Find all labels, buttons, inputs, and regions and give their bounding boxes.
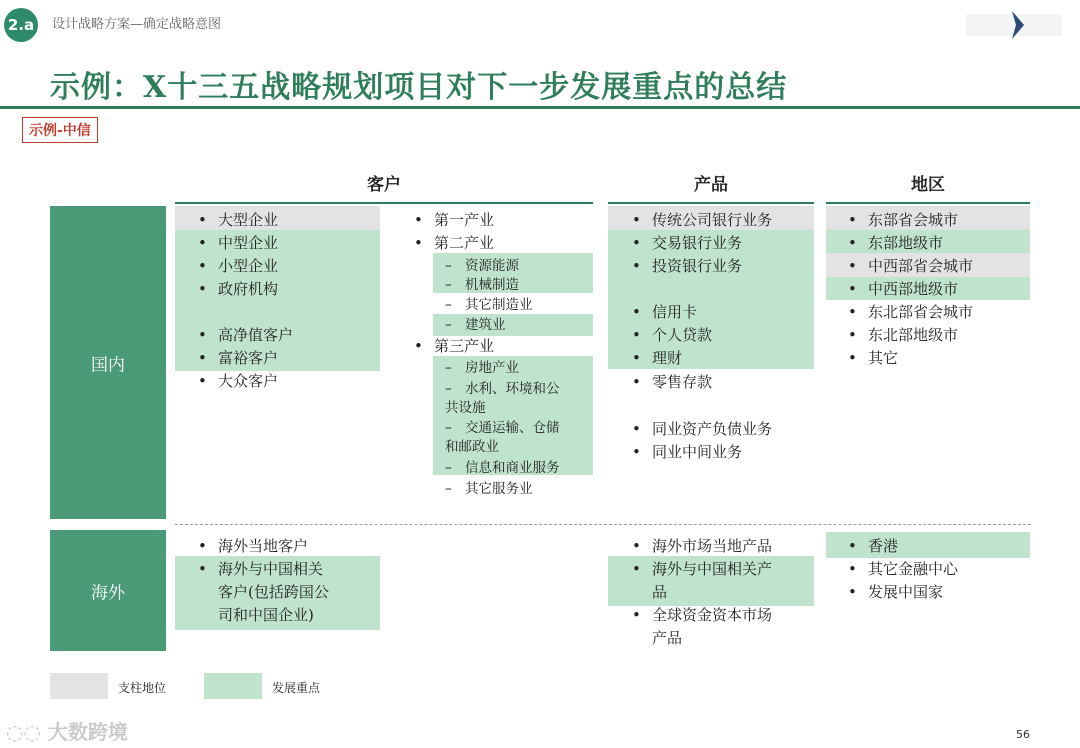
list-item: • 其它 — [868, 348, 898, 368]
list-item: • 海外与中国相关 — [218, 559, 323, 579]
list-item-continued: 司和中国企业) — [218, 606, 314, 624]
list-item: • 东北部地级市 — [868, 325, 958, 345]
list-item: • 海外市场当地产品 — [652, 536, 772, 556]
list-item: • 理财 — [652, 348, 682, 368]
list-item: • 传统公司银行业务 — [652, 210, 772, 230]
example-tag: 示例-中信 — [22, 117, 98, 143]
section-divider — [175, 524, 1031, 525]
list-subitem: – 水利、环境和公 — [465, 379, 560, 399]
list-item: • 信用卡 — [652, 302, 697, 322]
list-item: • 零售存款 — [652, 372, 712, 392]
list-item: • 大型企业 — [218, 210, 278, 230]
section-badge: 2.a — [4, 8, 38, 42]
column-rule-region — [826, 202, 1030, 204]
list-item-continued: 客户(包括跨国公 — [218, 583, 329, 601]
list-subitem: – 交通运输、仓储 — [465, 418, 560, 438]
list-item: • 中西部省会城市 — [868, 256, 973, 276]
page-number: 56 — [1016, 728, 1030, 741]
list-item: • 东部省会城市 — [868, 210, 958, 230]
list-item: • 交易银行业务 — [652, 233, 742, 253]
list-item-continued: 产品 — [652, 629, 683, 647]
list-item: • 其它金融中心 — [868, 559, 958, 579]
watermark-icon: ◌◌ — [6, 720, 48, 744]
list-subitem-continued: 共设施 — [445, 400, 486, 416]
list-item: • 同业中间业务 — [652, 442, 742, 462]
highlight-focus — [433, 314, 593, 336]
list-item: • 第一产业 — [434, 210, 494, 230]
list-item: • 全球资金资本市场 — [652, 605, 772, 625]
list-subitem: – 信息和商业服务 — [465, 458, 560, 478]
list-subitem: – 资源能源 — [465, 256, 519, 276]
list-item: • 个人贷款 — [652, 325, 712, 345]
column-rule-product — [608, 202, 814, 204]
list-item: • 富裕客户 — [218, 348, 278, 368]
column-header-region: 地区 — [911, 175, 945, 195]
title-divider — [0, 106, 1080, 109]
list-item: • 高净值客户 — [218, 325, 293, 345]
list-subitem: – 其它服务业 — [465, 479, 533, 499]
list-item: • 东部地级市 — [868, 233, 943, 253]
page-title: 示例：X十三五战略规划项目对下一步发展重点的总结 — [50, 70, 788, 105]
list-subitem-continued: 和邮政业 — [445, 439, 499, 455]
list-item: • 发展中国家 — [868, 582, 943, 602]
list-subitem: – 建筑业 — [465, 315, 506, 335]
list-subitem: – 机械制造 — [465, 275, 519, 295]
region-label-overseas: 海外 — [50, 530, 166, 651]
list-item: • 小型企业 — [218, 256, 278, 276]
list-subitem: – 其它制造业 — [465, 295, 533, 315]
list-item: • 政府机构 — [218, 279, 278, 299]
list-item: • 第三产业 — [434, 336, 494, 356]
watermark-text: 大数跨境 — [47, 720, 128, 744]
list-item: • 香港 — [868, 536, 898, 556]
list-item: • 海外与中国相关产 — [652, 559, 772, 579]
list-item-continued: 品 — [652, 583, 668, 601]
column-header-customer: 客户 — [367, 175, 401, 195]
company-logo — [962, 8, 1066, 42]
region-label-domestic: 国内 — [50, 206, 166, 519]
list-subitem: – 房地产业 — [465, 358, 519, 378]
list-item: • 中型企业 — [218, 233, 278, 253]
watermark — [6, 716, 128, 745]
list-item: • 中西部地级市 — [868, 279, 958, 299]
list-item: • 海外当地客户 — [218, 536, 308, 556]
list-item: • 同业资产负债业务 — [652, 419, 772, 439]
column-header-product: 产品 — [694, 175, 728, 195]
legend-swatch-pillar — [50, 673, 108, 699]
breadcrumb: 设计战略方案—确定战略意图 — [52, 17, 222, 32]
legend-swatch-focus — [204, 673, 262, 699]
list-item: • 东北部省会城市 — [868, 302, 973, 322]
legend-label-pillar: 支柱地位 — [118, 681, 167, 695]
legend-label-focus: 发展重点 — [272, 681, 321, 695]
column-rule-customer — [175, 202, 593, 204]
list-item: • 投资银行业务 — [652, 256, 742, 276]
list-item: • 大众客户 — [218, 371, 278, 391]
list-item: • 第二产业 — [434, 233, 494, 253]
